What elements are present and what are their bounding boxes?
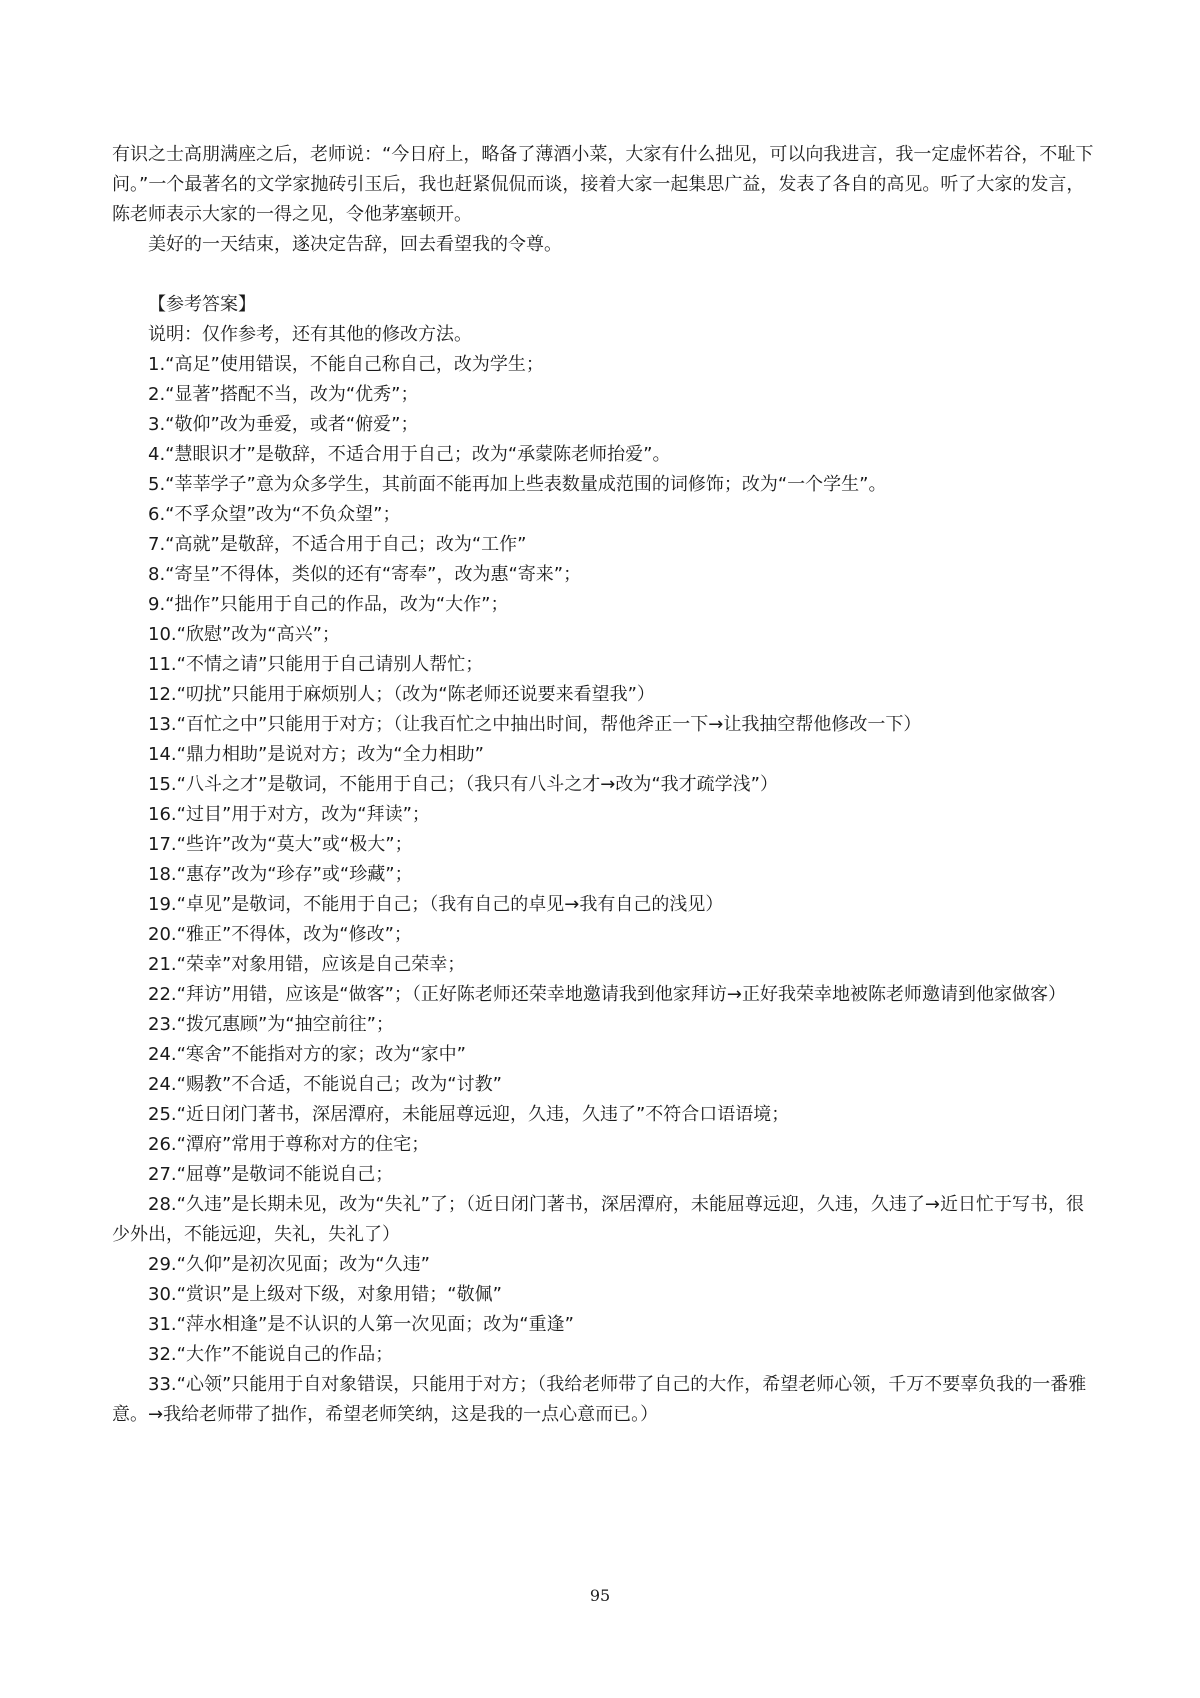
answer-item: 22.“拜访”用错，应该是“做客”；（正好陈老师还荣幸地邀请我到他家拜访→正好我荣幸地被陈老师邀请到他家做客） [148, 984, 1067, 1005]
answer-item: 21.“荣幸”对象用错，应该是自己荣幸； [148, 954, 466, 975]
answer-item: 12.“叨扰”只能用于麻烦别人；（改为“陈老师还说要来看望我”） [148, 684, 655, 705]
answer-item: 1.“高足”使用错误，不能自己称自己，改为学生； [148, 354, 544, 375]
story-paragraph: 美好的一天结束，遂决定告辞，回去看望我的令尊。 [148, 234, 562, 255]
answer-item: 18.“惠存”改为“珍存”或“珍藏”； [148, 864, 413, 885]
answer-item: 13.“百忙之中”只能用于对方；（让我百忙之中抽出时间，帮他斧正一下→让我抽空帮他修改一下） [148, 714, 922, 735]
answer-item: 6.“不孚众望”改为“不负众望”； [148, 504, 401, 525]
answer-item: 4.“慧眼识才”是敬辞，不适合用于自己；改为“承蒙陈老师抬爱”。 [148, 444, 671, 465]
answer-item: 15.“八斗之才”是敬词，不能用于自己；（我只有八斗之才→改为“我才疏学浅”） [148, 774, 779, 795]
answer-item: 26.“潭府”常用于尊称对方的住宅； [148, 1134, 430, 1155]
spacer [112, 260, 1098, 290]
answer-item: 5.“莘莘学子”意为众多学生，其前面不能再加上些表数量成范围的词修饰；改为“一个学生”。 [148, 474, 887, 495]
answer-item: 7.“高就”是敬辞，不适合用于自己；改为“工作” [148, 534, 527, 555]
answer-item: 3.“敬仰”改为垂爱，或者“俯爱”； [148, 414, 419, 435]
answer-heading: 【参考答案】 [148, 294, 256, 315]
answer-item: 16.“过目”用于对方，改为“拜读”； [148, 804, 430, 825]
answer-item: 24.“赐教”不合适，不能说自己；改为“讨教” [148, 1074, 502, 1095]
answer-item: 9.“拙作”只能用于自己的作品，改为“大作”； [148, 594, 509, 615]
answer-item: 2.“显著”搭配不当，改为“优秀”； [148, 384, 419, 405]
answer-item: 10.“欣慰”改为“高兴”； [148, 624, 340, 645]
answer-item: 29.“久仰”是初次见面；改为“久违” [148, 1254, 430, 1275]
answer-item: 33.“心领”只能用于自对象错误，只能用于对方；（我给老师带了自己的大作，希望老师心领，千万不要辜负我的一番雅意。→我给老师带了拙作，希望老师笑纳，这是我的一点心意而已。） [112, 1374, 1087, 1425]
answer-item: 32.“大作”不能说自己的作品； [148, 1344, 394, 1365]
answer-item: 17.“些许”改为“莫大”或“极大”； [148, 834, 413, 855]
answer-item: 30.“赏识”是上级对下级，对象用错；“敬佩” [148, 1284, 502, 1305]
page-content [112, 140, 1098, 1430]
answer-item: 8.“寄呈”不得体，类似的还有“寄奉”，改为惠“寄来”； [148, 564, 582, 585]
answer-item: 23.“拨冗惠顾”为“抽空前往”； [148, 1014, 394, 1035]
answer-item: 27.“屈尊”是敬词不能说自己； [148, 1164, 394, 1185]
answer-item: 14.“鼎力相助”是说对方；改为“全力相助” [148, 744, 484, 765]
story-paragraph: 有识之士高朋满座之后，老师说：“今日府上，略备了薄酒小菜，大家有什么拙见，可以向我进言，我一定虚怀若谷，不耻下问。”一个最著名的文学家抛砖引玉后，我也赶紧侃侃而谈，接着大家一起集思广益，发表了各自的高见。听了大家的发言，陈老师表示大家的一得之见，令他茅塞顿开。 [112, 144, 1094, 225]
answer-item: 19.“卓见”是敬词，不能用于自己；（我有自己的卓见→我有自己的浅见） [148, 894, 724, 915]
page-number: 95 [589, 1586, 611, 1605]
answer-item: 24.“寒舍”不能指对方的家；改为“家中” [148, 1044, 466, 1065]
answer-item: 11.“不情之请”只能用于自己请别人帮忙； [148, 654, 484, 675]
answer-item: 25.“近日闭门著书，深居潭府，未能屈尊远迎，久违，久违了”不符合口语语境； [148, 1104, 790, 1125]
answer-item: 20.“雅正”不得体，改为“修改”； [148, 924, 412, 945]
answer-note: 说明：仅作参考，还有其他的修改方法。 [148, 324, 472, 345]
answer-item: 28.“久违”是长期未见，改为“失礼”了；（近日闭门著书，深居潭府，未能屈尊远迎，久违，久违了→近日忙于写书，很少外出，不能远迎，失礼，失礼了） [112, 1194, 1085, 1245]
answer-item: 31.“萍水相逢”是不认识的人第一次见面；改为“重逢” [148, 1314, 574, 1335]
answer-list [112, 350, 1098, 1430]
